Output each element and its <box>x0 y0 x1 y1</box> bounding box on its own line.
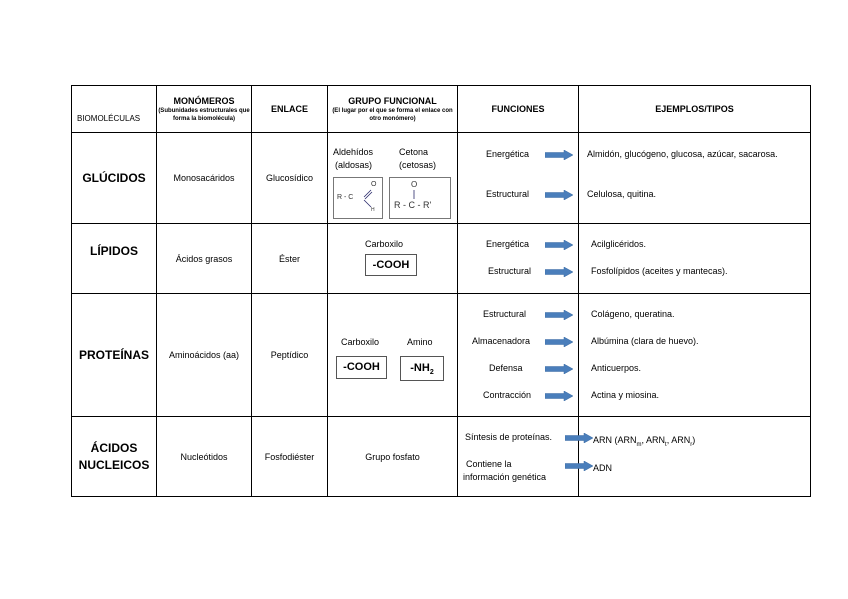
header-biomoleculas: BIOMOLÉCULAS <box>72 86 157 133</box>
lipidos-funciones <box>458 224 579 294</box>
proteinas-funciones <box>458 294 579 417</box>
glucidos-funcion-2: Estructural <box>486 189 530 199</box>
proteinas-funcion-1: Estructural <box>483 309 527 319</box>
proteinas-enlace: Peptídico <box>252 294 328 417</box>
arrow-icon <box>545 310 573 320</box>
arrow-icon <box>545 267 573 277</box>
acidos-ejemplo-1 <box>593 435 695 448</box>
header-grupo-sub: (El lugar por el que se forma el enlace con otro monómero) <box>332 107 453 122</box>
glucidos-funciones <box>458 133 579 224</box>
header-funciones: FUNCIONES <box>458 86 579 133</box>
lipidos-ejemplo-2: Fosfolípidos (aceites y mantecas). <box>591 266 728 276</box>
glucidos-monomero: Monosacáridos <box>157 133 252 224</box>
lipidos-funcion-1: Energética <box>486 239 530 249</box>
arn-m-sub: m <box>636 441 642 448</box>
glucidos-ejemplos <box>579 133 811 224</box>
proteinas-funcion-3: Defensa <box>489 363 523 373</box>
glucidos-grupo <box>328 133 458 224</box>
acidos-funciones <box>458 417 579 497</box>
biomolecules-table <box>71 85 811 497</box>
proteinas-monomero: Aminoácidos (aa) <box>157 294 252 417</box>
header-grupo-title: GRUPO FUNCIONAL <box>348 95 437 106</box>
header-row <box>72 86 811 133</box>
arrow-icon <box>545 364 573 374</box>
proteinas-ejemplo-1: Colágeno, queratina. <box>591 309 675 319</box>
ketone-formula-box <box>389 177 451 219</box>
proteinas-ejemplos <box>579 294 811 417</box>
acidos-ejemplos <box>579 417 811 497</box>
arn-t-sub: t <box>665 441 667 448</box>
arrow-icon <box>545 240 573 250</box>
lipidos-enlace: Éster <box>252 224 328 294</box>
aldosas-label: (aldosas) <box>335 160 373 170</box>
aldehyde-formula: R - C <box>337 194 354 201</box>
acidos-funcion-1: Síntesis de proteínas. <box>465 432 553 442</box>
glucidos-ejemplo-1: Almidón, glucógeno, glucosa, azúcar, sacarosa. <box>587 149 778 159</box>
row-acidos-nucleicos <box>72 417 811 497</box>
cetosas-label: (cetosas) <box>399 160 437 170</box>
header-ejemplos: EJEMPLOS/TIPOS <box>579 86 811 133</box>
acidos-grupo: Grupo fosfato <box>328 417 458 497</box>
row-lipidos <box>72 224 811 294</box>
header-grupo-funcional <box>328 86 458 133</box>
proteinas-ejemplo-4: Actina y miosina. <box>591 390 660 400</box>
proteinas-amino-label: Amino <box>407 337 433 347</box>
glucidos-enlace: Glucosídico <box>252 133 328 224</box>
header-enlace: ENLACE <box>252 86 328 133</box>
ketone-formula: R - C - R' <box>394 200 432 210</box>
proteinas-cooh-box: -COOH <box>336 356 387 379</box>
acidos-monomero: Nucleótidos <box>157 417 252 497</box>
proteinas-funcion-4: Contracción <box>483 390 532 400</box>
glucidos-funcion-1: Energética <box>486 149 530 159</box>
arn-close: ) <box>692 435 696 445</box>
proteinas-ejemplo-3: Anticuerpos. <box>591 363 642 373</box>
proteinas-grupo <box>328 294 458 417</box>
arrow-icon <box>545 337 573 347</box>
ketone-o: O <box>411 180 418 189</box>
acidos-enlace: Fosfodiéster <box>252 417 328 497</box>
glucidos-name: GLÚCIDOS <box>72 133 157 224</box>
aldehidos-label: Aldehídos <box>333 147 374 157</box>
arrow-icon <box>545 391 573 401</box>
row-glucidos <box>72 133 811 224</box>
acidos-funcion-2a: Contiene la <box>466 459 512 469</box>
lipidos-carboxilo-label: Carboxilo <box>365 239 404 249</box>
lipidos-monomero: Ácidos grasos <box>157 224 252 294</box>
row-proteinas <box>72 294 811 417</box>
lipidos-name: LÍPIDOS <box>72 224 157 294</box>
arrow-icon <box>545 150 573 160</box>
cetona-label: Cetona <box>399 147 429 157</box>
acidos-name-line-1: ÁCIDOS <box>90 440 138 455</box>
lipidos-grupo <box>328 224 458 294</box>
arn-text: ARN (ARN <box>593 435 637 445</box>
arn-sep-1: , ARN <box>641 435 666 445</box>
arn-sep-2: , ARN <box>666 435 691 445</box>
proteinas-nh2-box <box>400 356 444 381</box>
proteinas-ejemplo-2: Albúmina (clara de huevo). <box>591 336 699 346</box>
aldehyde-formula-box <box>333 177 383 219</box>
acidos-funcion-2b: información genética <box>463 472 547 482</box>
nh-text: -NH <box>410 362 430 374</box>
proteinas-name: PROTEÍNAS <box>72 294 157 417</box>
acidos-name <box>72 417 157 497</box>
header-monomeros-title: MONÓMEROS <box>173 95 235 106</box>
aldehyde-h: H <box>371 207 375 213</box>
glucidos-ejemplo-2: Celulosa, quitina. <box>587 189 657 199</box>
arrow-icon <box>545 190 573 200</box>
acidos-ejemplo-2: ADN <box>593 463 613 473</box>
header-monomeros-sub: (Subunidades estructurales que forma la biomolécula) <box>158 107 250 122</box>
lipidos-cooh-box: -COOH <box>365 254 417 276</box>
arn-r-sub: r <box>690 441 693 448</box>
lipidos-ejemplo-1: Acilglicéridos. <box>591 239 647 249</box>
proteinas-carboxilo-label: Carboxilo <box>341 337 380 347</box>
acidos-name-line-2: NUCLEICOS <box>78 457 150 472</box>
proteinas-funcion-2: Almacenadora <box>472 336 531 346</box>
lipidos-ejemplos <box>579 224 811 294</box>
nh-subscript: 2 <box>429 369 434 377</box>
ketone-bond-icon <box>390 178 450 218</box>
header-monomeros <box>157 86 252 133</box>
aldehyde-o: O <box>371 181 377 188</box>
lipidos-funcion-2: Estructural <box>488 266 532 276</box>
